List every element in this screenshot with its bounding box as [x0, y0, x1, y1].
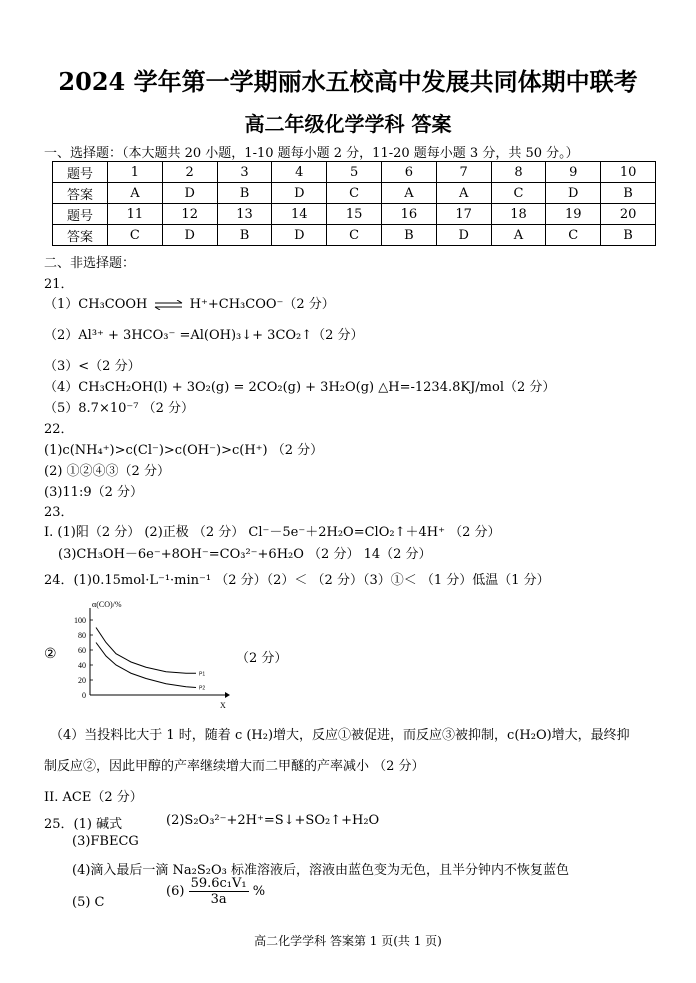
y-tick-label: 60: [78, 646, 86, 655]
q25-line-1b: (2)S₂O₃²⁻+2H⁺=S↓+SO₂↑+H₂O: [166, 813, 380, 828]
q25-line-1a: 25．(1) 碱式: [44, 817, 123, 832]
q22-answer-1: (1)c(NH₄⁺)>c(Cl⁻)>c(OH⁻)>c(H⁺) （2 分）: [44, 443, 324, 458]
q21-answer-1: [44, 293, 335, 312]
series-label: P2: [199, 685, 206, 692]
table-cell: 1: [108, 162, 163, 183]
table-cell: B: [217, 183, 272, 204]
answer-subtitle: 高二年级化学学科 答案: [244, 112, 452, 136]
table-cell: 8: [491, 162, 546, 183]
q21-a1-left: （1）CH₃COOH: [44, 297, 148, 312]
q21-a1-right: H⁺+CH₃COO⁻（2 分）: [189, 297, 335, 312]
table-cell: 15: [327, 204, 382, 225]
table-cell: C: [108, 225, 163, 246]
table-cell: 9: [546, 162, 601, 183]
series-line-p2: [96, 643, 196, 688]
table-cell: 16: [381, 204, 436, 225]
q25-line-2: (3)FBECG: [72, 834, 139, 849]
q24-answer-4-line-a: （4）当投料比大于 1 时，随着 c (H₂)增大，反应①被促进，而反应③被抑制，c(H₂O)增大，最终抑: [50, 728, 630, 743]
q23-line-2: (3)CH₃OH－6e⁻+8OH⁻=CO₃²⁻+6H₂O （2 分） 14（2 分）: [58, 547, 432, 562]
table-cell: 6: [381, 162, 436, 183]
y-tick-label: 40: [78, 661, 86, 670]
table-cell: D: [162, 225, 217, 246]
table-cell: B: [601, 183, 656, 204]
answer-table: [52, 161, 656, 246]
fraction-denominator: 3a: [210, 892, 227, 907]
table-cell: A: [108, 183, 163, 204]
y-tick-label: 80: [78, 631, 86, 640]
table-cell: 19: [546, 204, 601, 225]
table-cell: D: [272, 225, 327, 246]
row-label: 题号: [53, 204, 108, 225]
q21-number: 21．: [44, 277, 74, 292]
table-row: [53, 162, 656, 183]
table-cell: 4: [272, 162, 327, 183]
table-cell: 10: [601, 162, 656, 183]
table-cell: D: [436, 225, 491, 246]
fraction: [189, 876, 249, 907]
y-tick-label: 100: [74, 616, 86, 625]
table-row: [53, 225, 656, 246]
table-cell: 5: [327, 162, 382, 183]
q21-answer-5: （5）8.7×10⁻⁷ （2 分）: [44, 401, 194, 416]
x-axis-label: X: [220, 701, 226, 710]
section1-heading: 一、选择题：（本大题共 20 小题，1-10 题每小题 2 分，11-20 题每小题 3 分，共 50 分。）: [44, 146, 579, 161]
table-cell: 2: [162, 162, 217, 183]
y-axis-label: α(CO)/%: [92, 600, 122, 609]
table-cell: C: [327, 225, 382, 246]
table-cell: 3: [217, 162, 272, 183]
q21-answer-2: （2）Al³⁺ + 3HCO₃⁻ =Al(OH)₃↓+ 3CO₂↑（2 分）: [44, 328, 364, 343]
series-line-p1: [96, 628, 196, 674]
exam-title: 2024 学年第一学期丽水五校高中发展共同体期中联考: [58, 67, 638, 96]
table-cell: 17: [436, 204, 491, 225]
row-label: 答案: [53, 183, 108, 204]
q23-line-1: I. (1)阳（2 分） (2)正极 （2 分） Cl⁻－5e⁻＋2H₂O=ClO₂↑＋4H⁺ （2 分）: [44, 525, 501, 540]
equilibrium-arrow-icon: [154, 300, 184, 310]
q24-circle-2: ②: [44, 646, 57, 662]
q24-part-2: II. ACE（2 分）: [44, 790, 143, 805]
series-label: P1: [199, 671, 206, 678]
row-label: 题号: [53, 162, 108, 183]
table-cell: B: [381, 225, 436, 246]
q22-answer-3: (3)11:9（2 分）: [44, 485, 144, 500]
table-cell: 14: [272, 204, 327, 225]
table-cell: 12: [162, 204, 217, 225]
table-cell: C: [546, 225, 601, 246]
table-cell: A: [491, 225, 546, 246]
q23-number: 23．: [44, 505, 74, 520]
q25-line-3: (4)滴入最后一滴 Na₂S₂O₃ 标准溶液后，溶液由蓝色变为无色，且半分钟内不恢复蓝色: [72, 863, 570, 878]
q25-formula-prefix: (6): [166, 884, 185, 899]
row-label: 答案: [53, 225, 108, 246]
q24-line-1: 24．(1)0.15mol·L⁻¹·min⁻¹ （2 分）（2）＜ （2 分）（3）①＜ （1 分）低温（1 分）: [44, 573, 550, 588]
table-cell: C: [491, 183, 546, 204]
table-cell: 18: [491, 204, 546, 225]
conversion-graph: [70, 600, 240, 710]
table-cell: D: [546, 183, 601, 204]
table-cell: C: [327, 183, 382, 204]
table-cell: B: [601, 225, 656, 246]
table-cell: D: [272, 183, 327, 204]
table-cell: 11: [108, 204, 163, 225]
q22-number: 22．: [44, 422, 74, 437]
q24-score: （2 分）: [236, 651, 288, 666]
q21-answer-3: （3）<（2 分）: [44, 359, 141, 374]
q25-formula: [166, 876, 265, 907]
table-cell: A: [381, 183, 436, 204]
section2-heading: 二、非选择题：: [44, 256, 136, 271]
y-tick-label: 20: [78, 676, 86, 685]
table-cell: A: [436, 183, 491, 204]
page-footer: 高二化学学科 答案第 1 页(共 1 页): [254, 934, 442, 948]
q24-answer-4-line-b: 制反应②，因此甲醇的产率继续增大而二甲醚的产率减小 （2 分）: [44, 759, 425, 774]
fraction-numerator: 59.6c₁V₁: [190, 876, 247, 891]
table-row: [53, 183, 656, 204]
table-cell: B: [217, 225, 272, 246]
y-tick-label: 0: [82, 691, 86, 700]
table-cell: D: [162, 183, 217, 204]
table-cell: 20: [601, 204, 656, 225]
table-cell: 7: [436, 162, 491, 183]
percent-sign: %: [252, 884, 266, 899]
table-cell: 13: [217, 204, 272, 225]
q25-line-4a: (5) C: [72, 895, 105, 910]
q21-answer-4: （4）CH₃CH₂OH(l) + 3O₂(g) = 2CO₂(g) + 3H₂O(g) △H=-1234.8KJ/mol（2 分）: [44, 380, 556, 395]
table-row: [53, 204, 656, 225]
q22-answer-2: (2) ①②④③（2 分）: [44, 464, 170, 479]
x-axis-arrow-icon: [225, 692, 230, 698]
